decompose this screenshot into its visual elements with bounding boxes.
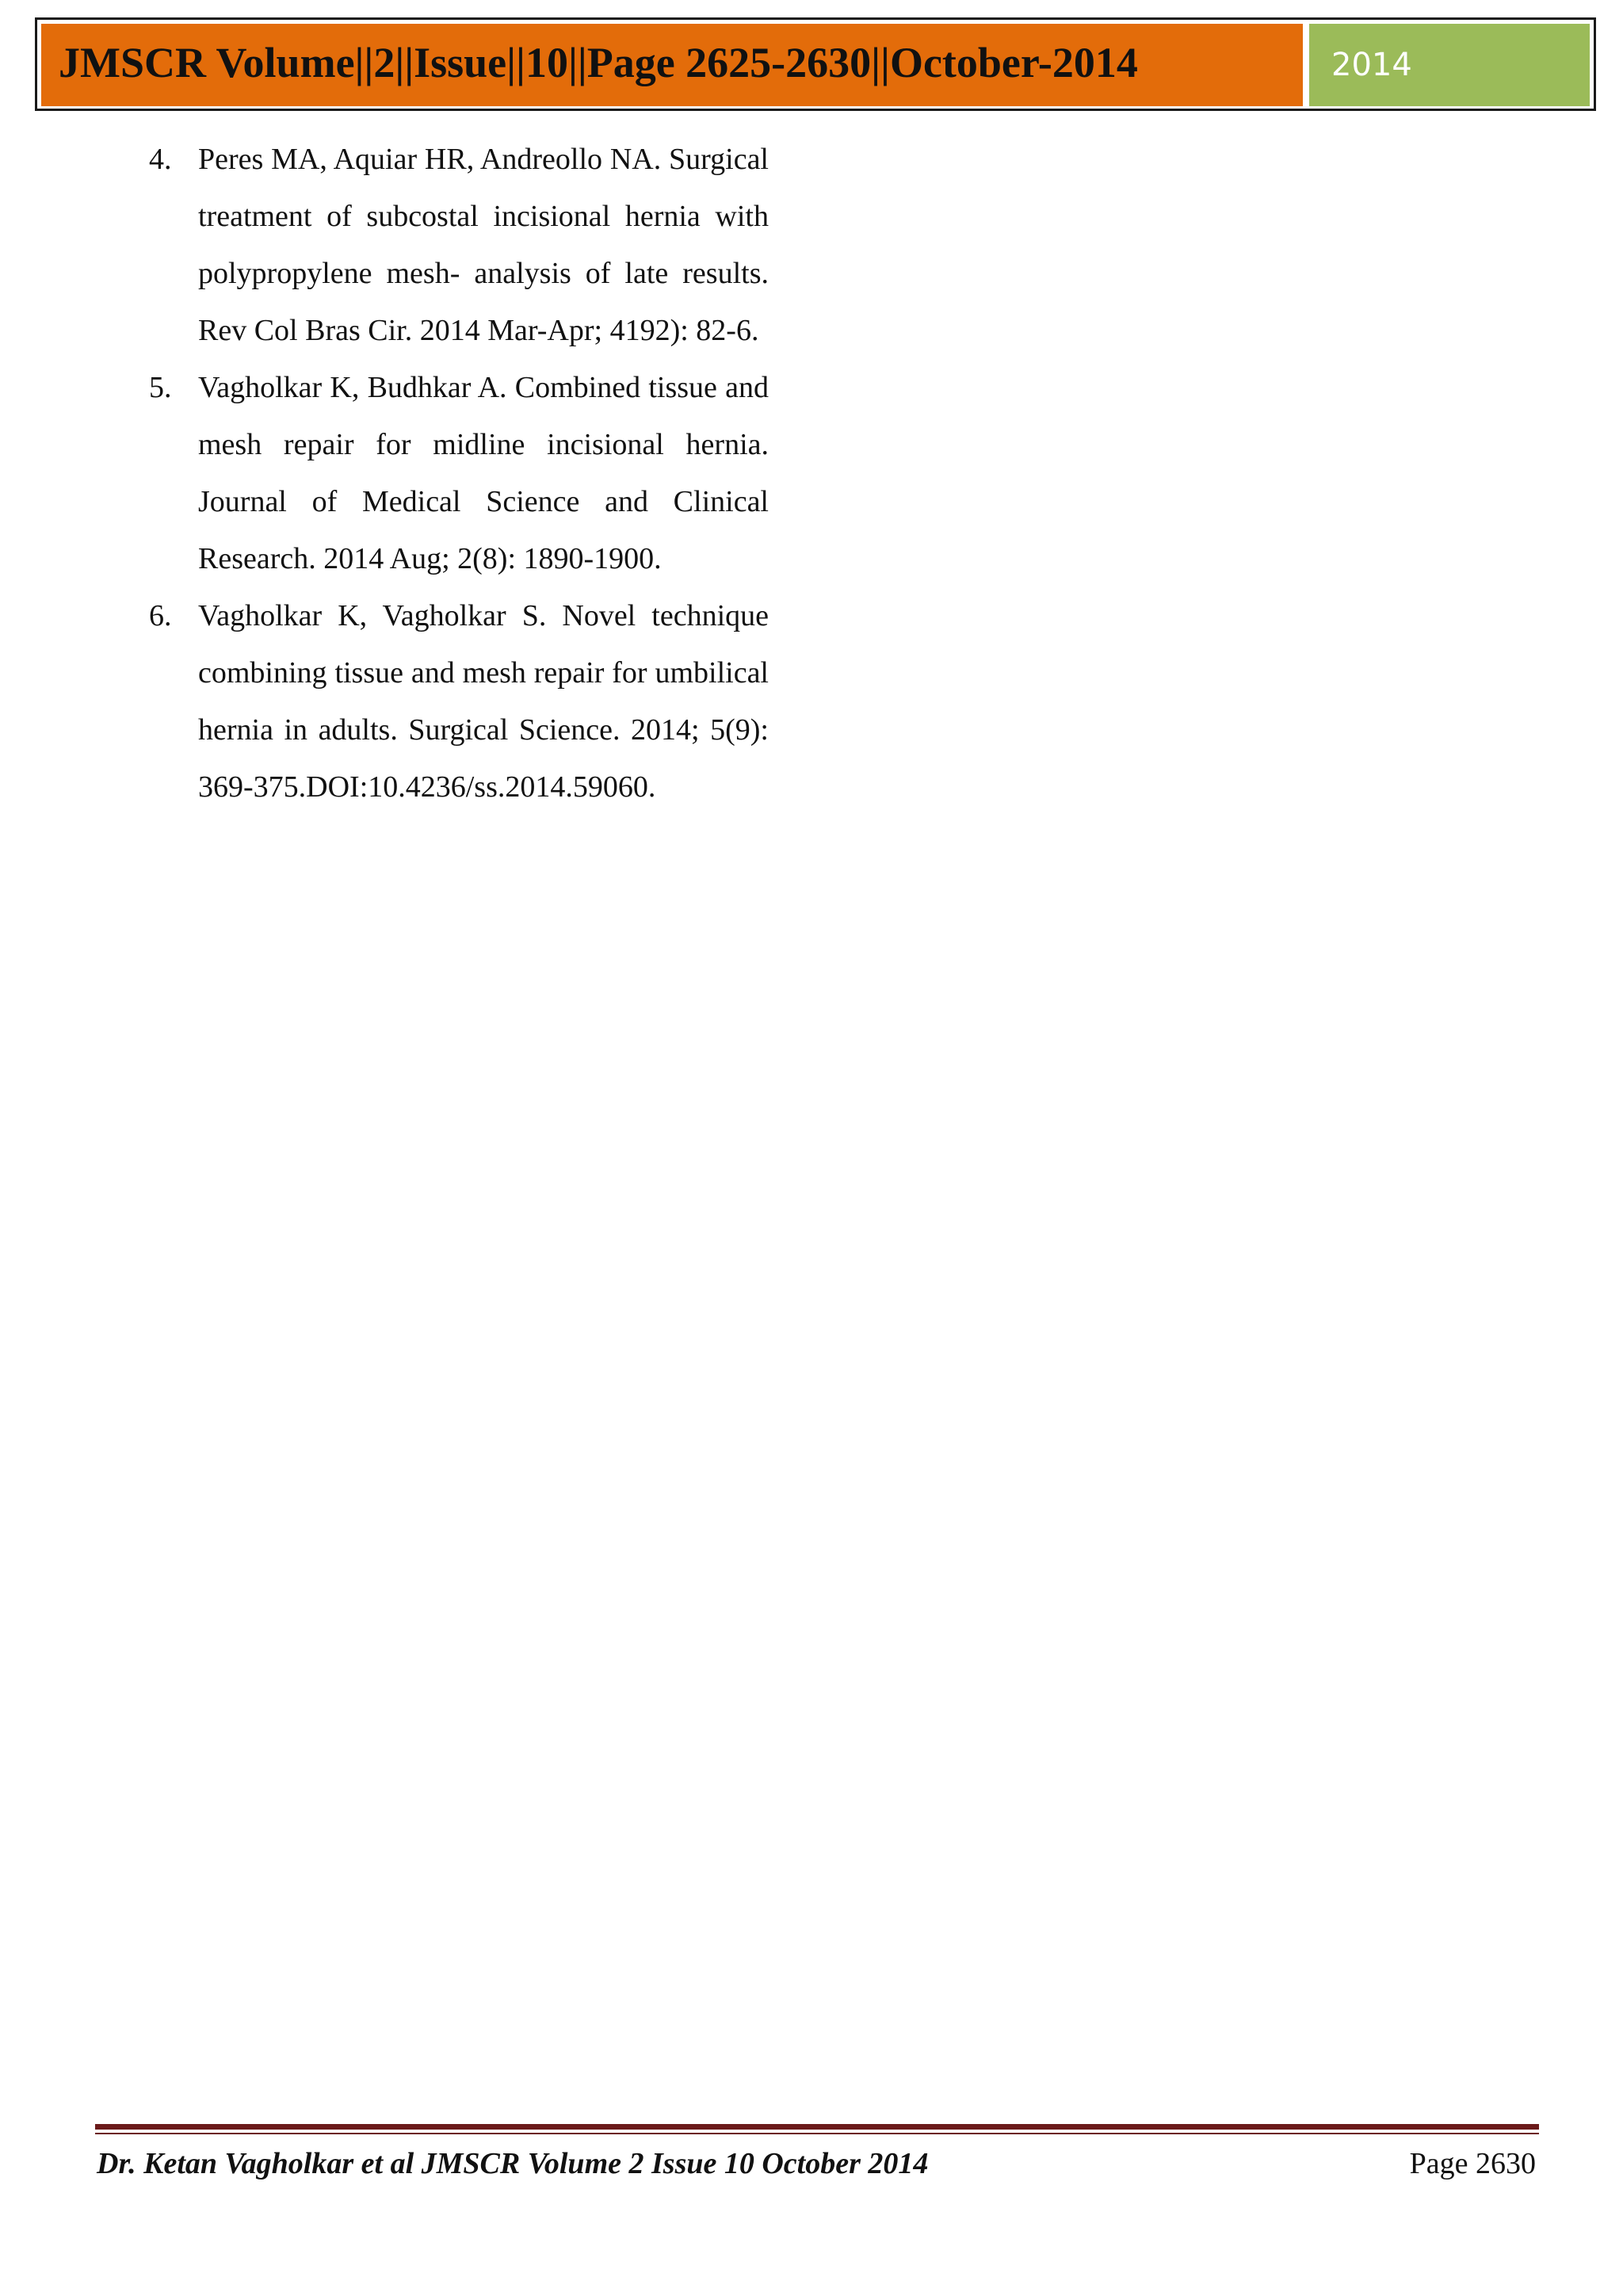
reference-item-4 bbox=[143, 131, 769, 359]
reference-number: 4. bbox=[149, 143, 172, 176]
footer-rule-thin bbox=[95, 2133, 1539, 2134]
journal-header-title: JMSCR Volume||2||Issue||10||Page 2625-2630||October-2014 bbox=[59, 39, 1138, 86]
header-year: 2014 bbox=[1331, 47, 1412, 83]
reference-text: Vagholkar K, Vagholkar S. Novel technique combining tissue and mesh repair for umbilical hernia in adults. Surgical Science. 2014; 5(9): 369-375.DOI:10.4236/ss.2014.59060. bbox=[198, 599, 769, 804]
footer-page-number: Page 2630 bbox=[1409, 2147, 1536, 2180]
reference-number: 6. bbox=[149, 599, 172, 632]
reference-item-6 bbox=[143, 587, 769, 816]
footer-rule-thick bbox=[95, 2124, 1539, 2130]
footer-citation: Dr. Ketan Vagholkar et al JMSCR Volume 2 Issue 10 October 2014 bbox=[97, 2147, 929, 2180]
reference-text: Vagholkar K, Budhkar A. Combined tissue and mesh repair for midline incisional hernia. Journal of Medical Science and Clinical Research. 2014 Aug; 2(8): 1890-1900. bbox=[198, 371, 769, 575]
reference-item-5 bbox=[143, 359, 769, 587]
reference-list bbox=[143, 131, 769, 816]
reference-number: 5. bbox=[149, 371, 172, 404]
header-year-box bbox=[1309, 24, 1590, 106]
reference-text: Peres MA, Aquiar HR, Andreollo NA. Surgical treatment of subcostal incisional hernia with polypropylene mesh- analysis of late results. Rev Col Bras Cir. 2014 Mar-Apr; 4192): 82-6. bbox=[198, 143, 769, 347]
header-title-box bbox=[41, 24, 1303, 106]
